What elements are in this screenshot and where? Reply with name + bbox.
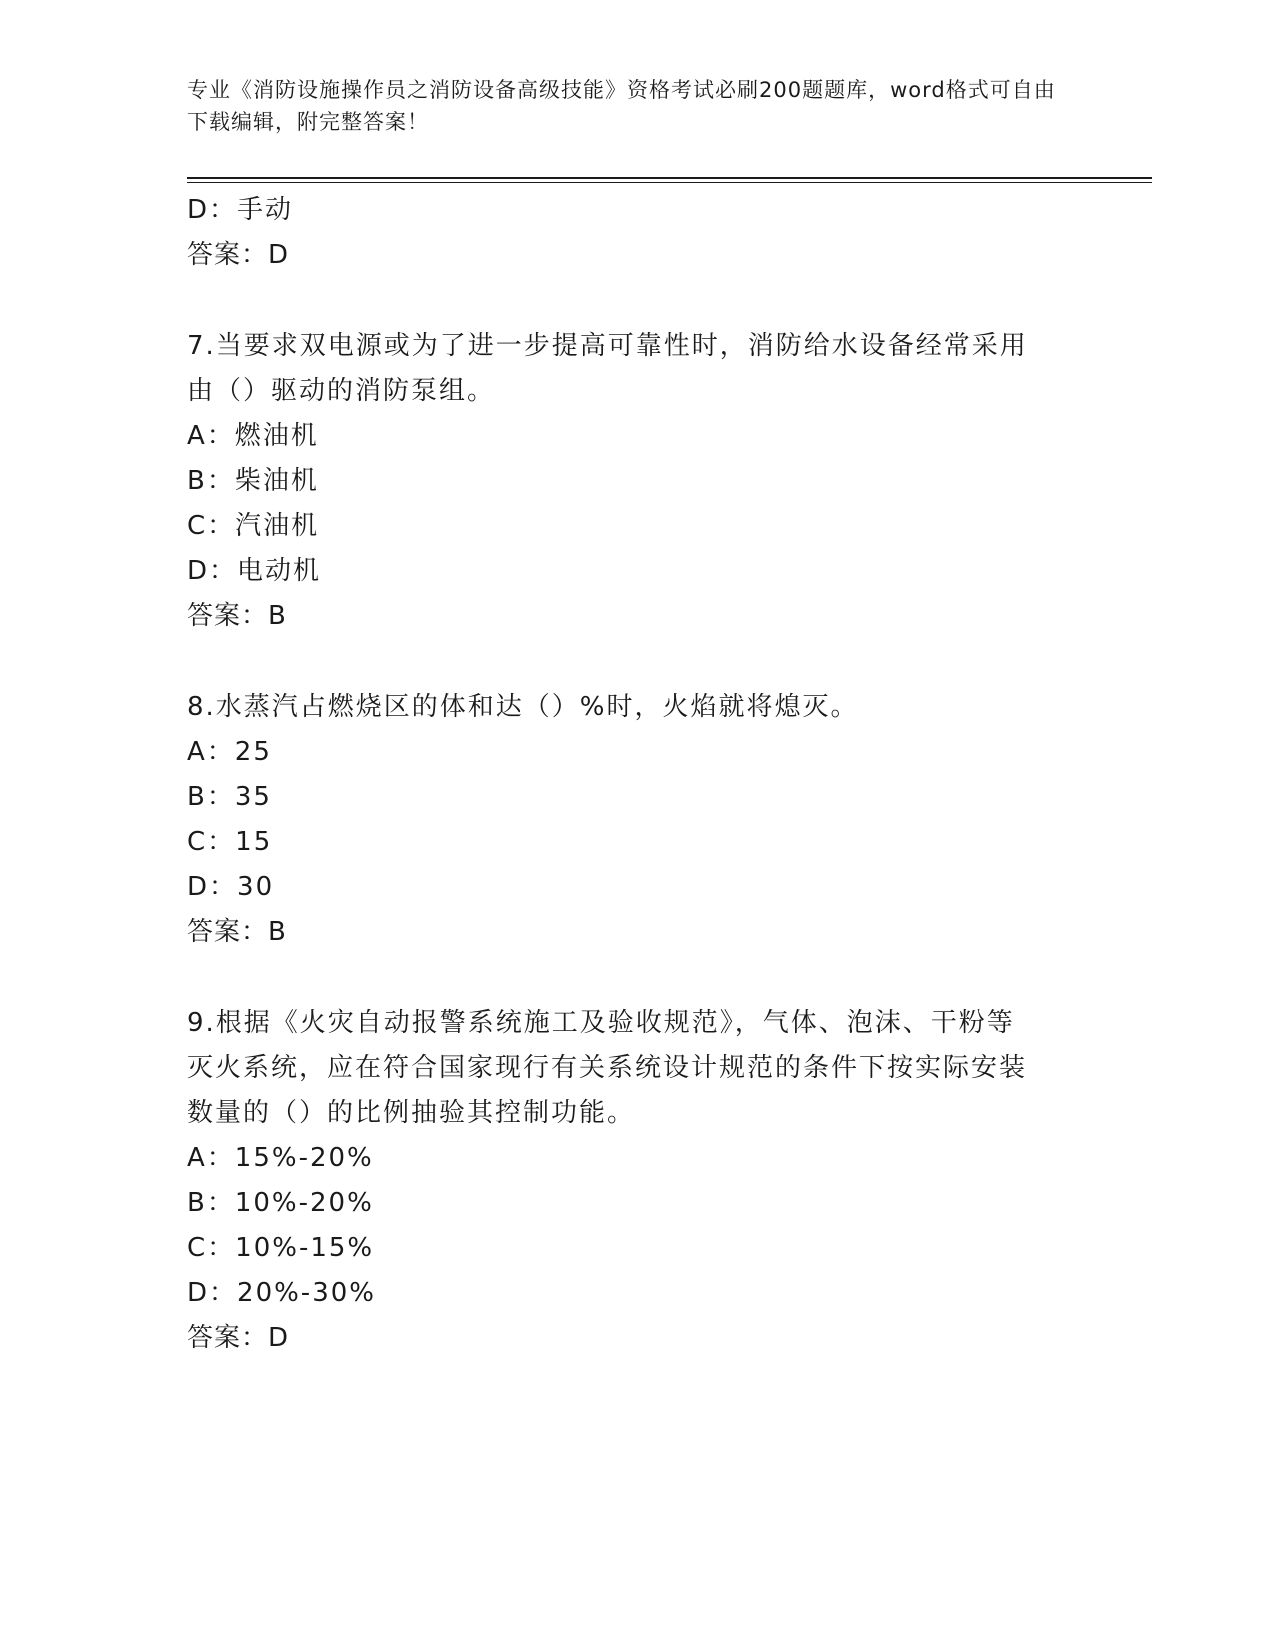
question-9-answer: 答案：D [187,1323,290,1353]
answer-line: 答案：D [187,240,290,270]
question-9-option-c: C：10%-15% [187,1233,375,1263]
option-d: D：手动 [187,195,294,225]
question-9-option-a: A：15%-20% [187,1143,374,1173]
question-7-option-a: A：燃油机 [187,421,319,451]
question-9-text-cont-2: 数量的（）的比例抽验其控制功能。 [187,1098,636,1128]
question-9-text: 9.根据《火灾自动报警系统施工及验收规范》，气体、泡沫、干粉等 [187,1008,1015,1038]
question-8-text: 8.水蒸汽占燃烧区的体和达（）%时，火焰就将熄灭。 [187,692,859,722]
question-7-text: 7.当要求双电源或为了进一步提高可靠性时，消防给水设备经常采用 [187,331,1028,361]
question-7-text-cont: 由（）驱动的消防泵组。 [187,376,496,406]
question-8-answer: 答案：B [187,917,287,947]
question-7-option-d: D：电动机 [187,556,322,586]
header-divider [187,177,1152,179]
header-divider-thin [187,182,1152,183]
question-9-text-cont: 灭火系统，应在符合国家现行有关系统设计规范的条件下按实际安装 [187,1053,1028,1083]
question-7-option-b: B：柴油机 [187,466,319,496]
document-header: 专业《消防设施操作员之消防设备高级技能》资格考试必刷200题题库，word格式可自由下载编辑，附完整答案！ [187,78,1056,134]
question-7-answer: 答案：B [187,601,287,631]
question-7-option-c: C：汽油机 [187,511,320,541]
question-8-option-c: C：15 [187,827,273,857]
question-8-option-b: B：35 [187,782,272,812]
question-8-option-d: D：30 [187,872,275,902]
question-9-option-d: D：20%-30% [187,1278,376,1308]
question-9-option-b: B：10%-20% [187,1188,374,1218]
question-8-option-a: A：25 [187,737,272,767]
